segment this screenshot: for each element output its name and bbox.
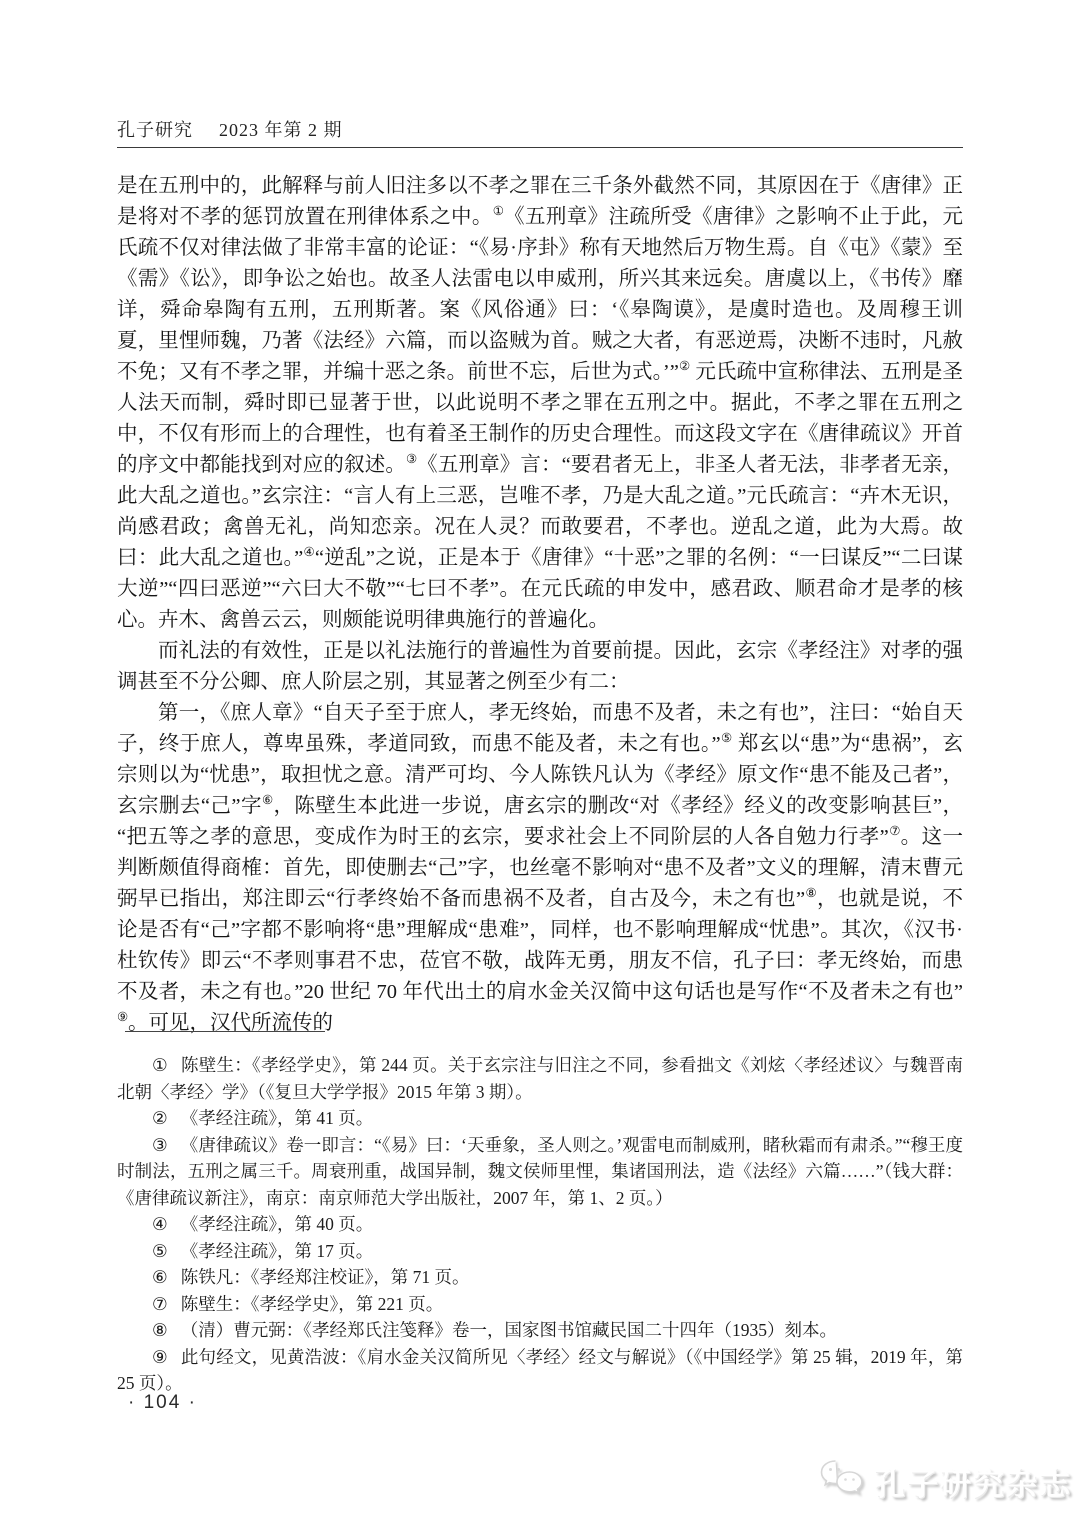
footnote-marker: ②: [152, 1108, 168, 1128]
footnote-separator: [125, 1031, 325, 1032]
footnote-text: 《孝经注疏》，第 41 页。: [180, 1108, 374, 1128]
footnote-text: 《孝经注疏》，第 40 页。: [180, 1214, 374, 1234]
footnote: [117, 1211, 963, 1238]
footnote-marker: ④: [152, 1214, 168, 1234]
watermark-text: 孔子研究杂志: [874, 1467, 1072, 1502]
footnote-text: 此句经文，见黄浩波：《肩水金关汉简所见〈孝经〉经文与解说》（《中国经学》第 25 辑，2019 年，第 25 页）。: [117, 1346, 963, 1393]
footnote-marker: ⑤: [152, 1240, 168, 1261]
footnote-marker: ⑨: [152, 1346, 168, 1367]
article-body: [117, 171, 963, 1039]
footnote-text: 《唐律疏议》卷一即言：“《易》曰：‘天垂象，圣人则之。’观雷电而制威刑，睹秋霜而有肃杀。”“穆王度时制法，五刑之属三千。周衰刑重，战国异制，魏文侯师里悝，集诸国刑法，造《法经》六篇……”（钱大群：《唐律疏议新注》，南京：南京师范大学出版社，2007 年，第 1、2 页。）: [117, 1134, 963, 1208]
footnote: [117, 1052, 963, 1105]
body-paragraph: 第一，《庶人章》“自天子至于庶人，孝无终始，而患不及者，未之有也”，注曰：“始自天子，终于庶人，尊卑虽殊，孝道同致，而患不能及者，未之有也。”⑤ 郑玄以“患”为“患祸”，玄宗则以为“忧患”，取担忧之意。清严可均、今人陈铁凡认为《孝经》原文作“患不能及己者”，玄宗删去“己”字⑥，陈壁生本此进一步说，唐玄宗的删改“对《孝经》经义的改变影响甚巨”，“把五等之孝的意思，变成作为时王的玄宗，要求社会上不同阶层的人各自勉力行孝”⑦。这一判断颇值得商榷：首先，即使删去“己”字，也丝毫不影响对“患不及者”文义的理解，清末曹元弼早已指出，郑注即云“行孝终始不备而患祸不及者，自古及今，未之有也”⑧，也就是说，不论是否有“己”字都不影响将“患”理解成“患难”，同样，也不影响理解成“忧患”。其次，《汉书·杜钦传》即云“不孝则事君不忠，莅官不敬，战阵无勇，朋友不信，孔子曰：孝无终始，而患不及者，未之有也。”20 世纪 70 年代出土的肩水金关汉简中这句话也是写作“不及者未之有也”⑨。可见，汉代所流传的: [117, 702, 964, 1034]
footnote: [117, 1291, 963, 1318]
footnote-marker: ①: [152, 1055, 168, 1075]
footnote-text: 陈铁凡：《孝经郑注校证》，第 71 页。: [180, 1267, 470, 1287]
body-paragraph: 而礼法的有效性，正是以礼法施行的普遍性为首要前提。因此，玄宗《孝经注》对孝的强调甚至不分公卿、庶人阶层之别，其显著之例至少有二：: [117, 640, 963, 693]
footnote: [117, 1238, 963, 1265]
footnote: [117, 1317, 963, 1344]
footnote-marker: ⑦: [152, 1293, 168, 1314]
footnote-marker: ③: [152, 1134, 168, 1155]
footnote-marker: ⑧: [152, 1320, 168, 1340]
footnote-text: 陈壁生：《孝经学史》，第 221 页。: [180, 1293, 444, 1314]
journal-title: 孔子研究: [117, 120, 193, 140]
footnote-marker: ⑥: [152, 1267, 168, 1287]
page-number: · 104 ·: [128, 1392, 197, 1413]
header-rule: [117, 147, 963, 148]
footnote-text: 陈壁生：《孝经学史》，第 244 页。关于玄宗注与旧注之不同，参看拙文《刘炫〈孝经述议〉与魏晋南北朝〈孝经〉学》（《复旦大学学报》2015 年第 3 期）。: [117, 1055, 963, 1102]
footnote: [117, 1132, 963, 1212]
wechat-bubbles-icon: [818, 1458, 868, 1505]
footnote-text: （清）曹元弼：《孝经郑氏注笺释》卷一，国家图书馆藏民国二十四年（1935）刻本。: [180, 1320, 837, 1340]
footnote: [117, 1105, 963, 1132]
footnote-text: 《孝经注疏》，第 17 页。: [180, 1240, 374, 1261]
running-head: [117, 116, 963, 142]
footnote: [117, 1344, 963, 1397]
issue-label: 2023 年第 2 期: [219, 120, 343, 140]
footnote: [117, 1264, 963, 1291]
body-paragraph: 是在五刑中的，此解释与前人旧注多以不孝之罪在三千条外截然不同，其原因在于《唐律》正是将对不孝的惩罚放置在刑律体系之中。①《五刑章》注疏所受《唐律》之影响不止于此，元氏疏不仅对律法做了非常丰富的论证：“《易·序卦》称有天地然后万物生焉。自《屯》《蒙》至《需》《讼》，即争讼之始也。故圣人法雷电以申威刑，所兴其来远矣。唐虞以上，《书传》靡详，舜命皋陶有五刑，五刑斯著。案《风俗通》曰：‘《皋陶谟》，是虞时造也。及周穆王训夏，里悝师魏，乃著《法经》六篇，而以盗贼为首。贼之大者，有恶逆焉，决断不违时，凡赦不免；又有不孝之罪，并编十恶之条。前世不忘，后世为式。’”② 元氏疏中宣称律法、五刑是圣人法天而制，舜时即已显著于世，以此说明不孝之罪在五刑之中。据此，不孝之罪在五刑之中，不仅有形而上的合理性，也有着圣王制作的历史合理性。而这段文字在《唐律疏议》开首的序文中都能找到对应的叙述。③《五刑章》言：“要君者无上，非圣人者无法，非孝者无亲，此大乱之道也。”玄宗注：“言人有上三恶，岂唯不孝，乃是大乱之道。”元氏疏言：“卉木无识，尚感君政；禽兽无礼，尚知恋亲。况在人灵？而敢要君，不孝也。逆乱之道，此为大焉。故曰：此大乱之道也。”④“逆乱”之说，正是本于《唐律》“十恶”之罪的名例：“一曰谋反”“二曰谋大逆”“四曰恶逆”“六曰大不敬”“七曰不孝”。在元氏疏的申发中，感君政、顺君命才是孝的核心。卉木、禽兽云云，则颇能说明律典施行的普遍化。: [117, 175, 964, 631]
footnotes: [117, 1052, 963, 1397]
publisher-watermark: [818, 1458, 1072, 1505]
